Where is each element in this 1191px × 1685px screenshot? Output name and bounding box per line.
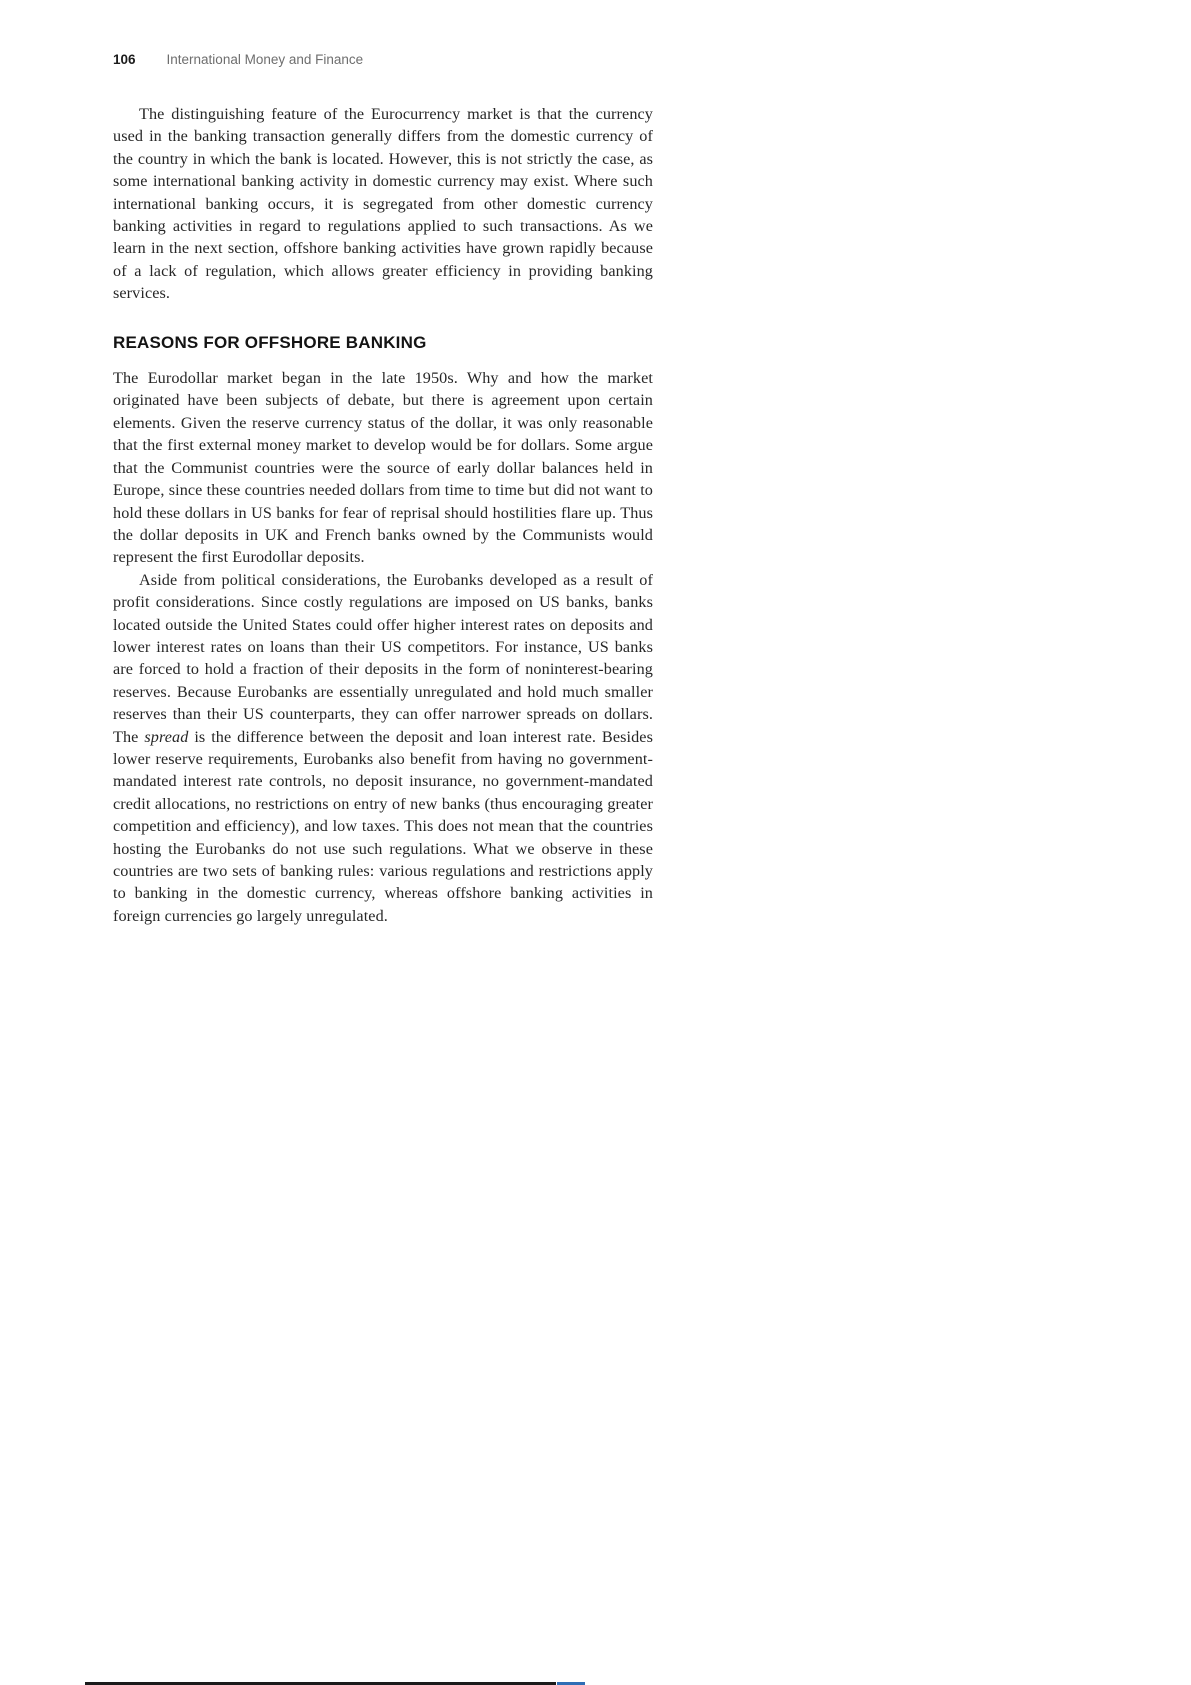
paragraph-profit-considerations <box>113 569 653 928</box>
page-number: 106 <box>113 52 136 67</box>
running-header <box>113 52 363 68</box>
running-title: International Money and Finance <box>166 52 364 67</box>
spread-term-italic: spread <box>144 727 189 746</box>
paragraph-eurodollar-origins: The Eurodollar market began in the late 1950s. Why and how the market originated have been subjects of debate, but there is agreement upon certain elements. Given the reserve currency status of the dollar, it was only reasonable that the first external money market to develop would be for dollars. Some argue that the Communist countries were the source of early dollar balances held in Europe, since these countries needed dollars from time to time but did not want to hold these dollars in US banks for fear of reprisal should hostilities flare up. Thus the dollar deposits in UK and French banks owned by the Communists would represent the first Eurodollar deposits. <box>113 369 653 567</box>
paragraph-profit-considerations-text-1: Aside from political considerations, the Eurobanks developed as a result of profit considerations. Since costly regulations are imposed on US banks, banks located outside the United States could offer higher interest rates on deposits and lower interest rates on loans than their US competitors. For instance, US banks are forced to hold a fraction of their deposits in the form of noninterest-bearing reserves. Because Eurobanks are essentially unregulated and hold much smaller reserves than their US counterparts, they can offer narrower spreads on dollars. The <box>113 570 653 746</box>
paragraph-profit-considerations-text-2: is the difference between the deposit and loan interest rate. Besides lower reserve requirements, Eurobanks also benefit from having no government-mandated interest rate controls, no deposit insurance, no government-mandated credit allocations, no restrictions on entry of new banks (thus encouraging greater competition and efficiency), and low taxes. This does not mean that the countries hosting the Eurobanks do not use such regulations. What we observe in these countries are two sets of banking rules: various regulations and restrictions apply to banking in the domestic currency, whereas offshore banking activities in foreign currencies go largely unregulated. <box>113 727 653 925</box>
paragraph-eurocurrency-intro: The distinguishing feature of the Eurocurrency market is that the currency used in the banking transaction generally differs from the domestic currency of the country in which the bank is located. However, this is not strictly the case, as some international banking activity in domestic currency may exist. Where such international banking occurs, it is segregated from other domestic currency banking activities in regard to regulations applied to such transactions. As we learn in the next section, offshore banking activities have grown rapidly because of a lack of regulation, which allows greater efficiency in providing banking services. <box>113 105 653 303</box>
text-column <box>113 103 653 927</box>
section-heading-reasons-offshore-banking: REASONS FOR OFFSHORE BANKING <box>113 332 427 352</box>
